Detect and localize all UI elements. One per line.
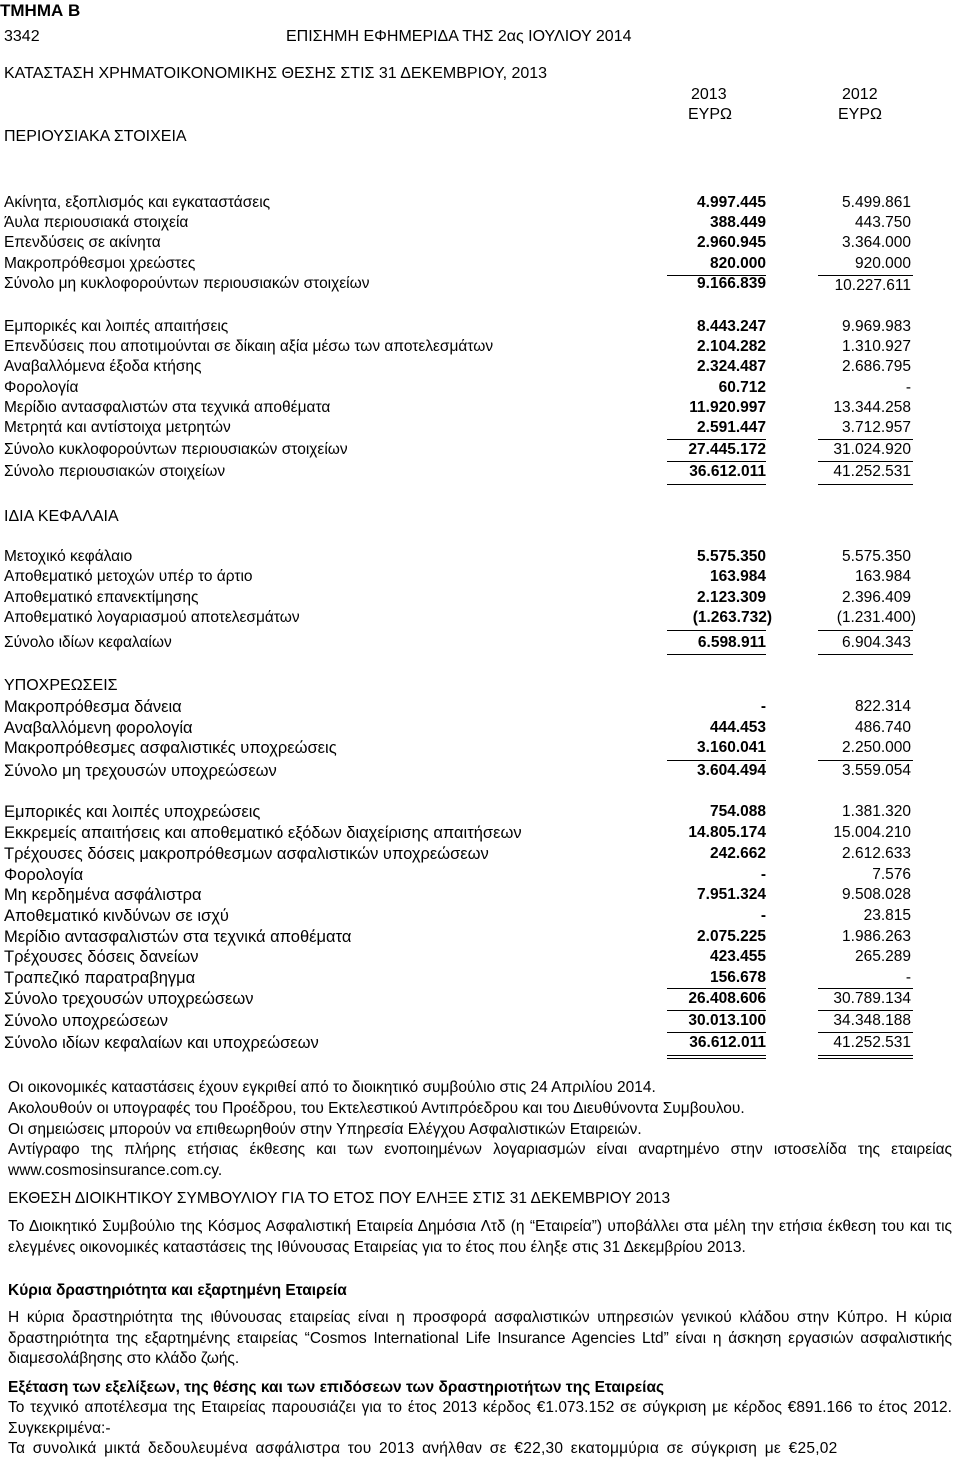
note-website: Αντίγραφο της πλήρης ετήσιας έκθεσης και των ενοποιημένων λογαριασμών είναι αναρτημένο στην ιστοσελίδα της εταιρείας www.cosmosinsurance.com.cy. [8, 1141, 952, 1179]
value-2012: 9.969.983 [842, 318, 911, 335]
row-label: Εμπορικές και λοιπές απαιτήσεις [4, 318, 229, 335]
value-2013: 820.000 [709, 255, 766, 272]
value-2012: 41.252.531 [833, 1034, 911, 1051]
row-label: Τραπεζικό παρατραβηγμα [4, 969, 196, 987]
table-row [0, 399, 960, 420]
note-signatures: Ακολουθούν οι υπογραφές του Προέδρου, του Εκτελεστικού Αντιπρόεδρου και του Διευθύνοντα Συμβουλου. [8, 1100, 745, 1117]
note-approval: Οι οικονομικές καταστάσεις έχουν εγκριθεί από το διοικητικό συμβούλιο στις 24 Απριλίου 2014. [8, 1079, 656, 1096]
value-2012: 1.310.927 [842, 338, 911, 355]
value-2013: 36.612.011 [689, 1034, 766, 1051]
value-2013: 2.324.487 [697, 358, 766, 375]
value-2012: 1.986.263 [842, 928, 911, 945]
subtotal-rule [818, 1010, 913, 1011]
value-2012: 163.984 [854, 568, 911, 585]
year-2013: 2013 [691, 86, 727, 103]
value-2013: 156.678 [709, 969, 766, 986]
table-row [0, 886, 960, 907]
value-2013: 754.088 [709, 803, 766, 820]
subtotal-rule [818, 439, 913, 440]
activity-text: Η κύρια δραστηριότητα της ιθύνουσας εταιρείας είναι η προσφορά ασφαλιστικών υπηρεσιών γενικού κλάδου στην Κύπρο. Η κύρια δραστηριότητα της εξαρτημένης εταιρείας “Cosmos International Life Insurance Agencies Ltd” είναι η άσκηση εργασιών ασφαλιστικής διαμεσολάβησης στο κλάδο ζωής. [8, 1309, 952, 1367]
row-label: Σύνολο κυκλοφορούντων περιουσιακών στοιχείων [4, 441, 348, 458]
value-2012: (1.231.400) [836, 609, 916, 626]
value-2012: 5.575.350 [842, 548, 911, 565]
value-2012: 15.004.210 [833, 824, 911, 841]
section-label: ΤΜΗΜΑ Β [0, 1, 81, 20]
total-rule [818, 1058, 913, 1059]
value-2013: - [760, 866, 766, 883]
subtotal-rule [818, 461, 913, 462]
value-2013: 3.160.041 [697, 739, 766, 756]
subtotal-rule [818, 760, 913, 761]
value-2013: 388.449 [709, 214, 766, 231]
table-row [0, 762, 960, 783]
value-2012: 2.686.795 [842, 358, 911, 375]
table-row [0, 698, 960, 719]
value-2013: 444.453 [709, 719, 766, 736]
row-label: Μερίδιο αντασφαλιστών στα τεχνικά αποθέματα [4, 399, 331, 416]
total-rule [667, 1055, 766, 1056]
value-2012: 41.252.531 [833, 463, 911, 480]
value-2012: 920.000 [854, 255, 911, 272]
row-label: Σύνολο υποχρεώσεων [4, 1012, 168, 1030]
table-row [0, 719, 960, 740]
subtotal-rule [667, 760, 766, 761]
row-label: Μακροπρόθεσμες ασφαλιστικές υποχρεώσεις [4, 739, 337, 757]
table-row [0, 589, 960, 610]
table-row [0, 255, 960, 276]
value-2013: 2.123.309 [697, 589, 766, 606]
subtotal-rule [667, 1010, 766, 1011]
row-label: Αποθεματικό μετοχών υπέρ το άρτιο [4, 568, 253, 585]
value-2013: 8.443.247 [697, 318, 766, 335]
value-2013: 4.997.445 [697, 194, 766, 211]
assets-heading: ΠΕΡΙΟΥΣΙΑΚΑ ΣΤΟΙΧΕΙΑ [4, 128, 187, 145]
row-label: Μακροπρόθεσμοι χρεώστες [4, 255, 196, 272]
row-label: Ακίνητα, εξοπλισμός και εγκαταστάσεις [4, 194, 271, 211]
table-row [0, 463, 960, 484]
row-label: Σύνολο ιδίων κεφαλαίων [4, 634, 172, 651]
row-label: Εμπορικές και λοιπές υποχρεώσεις [4, 803, 261, 821]
table-row [0, 803, 960, 824]
year-2012: 2012 [842, 86, 878, 103]
row-label: Αναβαλλόμενη φορολογία [4, 719, 193, 737]
total-rule [818, 654, 913, 655]
value-2013: 6.598.911 [697, 634, 766, 651]
value-2013: 9.166.839 [697, 275, 766, 292]
value-2012: 23.815 [863, 907, 911, 924]
value-2013: 30.013.100 [688, 1012, 766, 1029]
value-2012: 3.559.054 [842, 762, 911, 779]
row-label: Σύνολο τρεχουσών υποχρεώσεων [4, 990, 254, 1008]
activity-heading: Κύρια δραστηριότητα και εξαρτημένη Εταιρεία [8, 1282, 347, 1299]
page-number: 3342 [4, 28, 40, 45]
liabilities-heading: ΥΠΟΧΡΕΩΣΕΙΣ [4, 677, 118, 694]
value-2012: 9.508.028 [842, 886, 911, 903]
value-2012: 2.396.409 [842, 589, 911, 606]
value-2013: (1.263.732) [692, 609, 772, 626]
currency-2012: ΕΥΡΩ [838, 106, 882, 123]
subtotal-rule [667, 988, 766, 989]
table-row [0, 441, 960, 462]
subtotal-rule [818, 630, 913, 631]
row-label: Αποθεματικό επανεκτίμησης [4, 589, 199, 606]
table-row [0, 419, 960, 440]
row-label: Σύνολο μη κυκλοφορούντων περιουσιακών στοιχείων [4, 275, 370, 292]
table-row [0, 338, 960, 359]
value-2013: - [760, 907, 766, 924]
value-2012: 2.612.633 [842, 845, 911, 862]
value-2013: 2.104.282 [697, 338, 766, 355]
table-row [0, 358, 960, 379]
row-label: Σύνολο ιδίων κεφαλαίων και υποχρεώσεων [4, 1034, 319, 1052]
table-row [0, 1012, 960, 1033]
value-2012: 2.250.000 [842, 739, 911, 756]
value-2012: - [905, 969, 911, 986]
value-2013: 60.712 [718, 379, 766, 396]
value-2012: 30.789.134 [833, 990, 911, 1007]
table-row [0, 634, 960, 655]
value-2013: 2.591.447 [697, 419, 766, 436]
table-row [0, 379, 960, 400]
report-intro: Το Διοικητικό Συμβούλιο της Κόσμος Ασφαλιστική Εταιρεία Δημόσια Λτδ (η “Εταιρεία”) υποβάλλει στα μέλη την ετήσια έκθεση του και τις ελεγμένες οικονομικές καταστάσεις της Ιθύνουσας Εταιρείας για το έτος που έληξε στις 31 Δεκεμβρίου 2013. [8, 1218, 952, 1256]
value-2013: 14.805.174 [688, 824, 766, 841]
review-heading: Εξέταση των εξελίξεων, της θέσης και των επιδόσεων των δραστηριοτήτων της Εταιρείας [8, 1379, 665, 1396]
row-label: Αποθεματικό λογαριασμού αποτελεσμάτων [4, 609, 300, 626]
value-2013: 11.920.997 [689, 399, 766, 416]
subtotal-rule [667, 439, 766, 440]
subtotal-rule [667, 1032, 766, 1033]
row-label: Μετοχικό κεφάλαιο [4, 548, 133, 565]
review-text: Το τεχνικό αποτέλεσμα της Εταιρείας παρουσιάζει για το έτος 2013 κέρδος €1.073.152 σε σύγκριση με κέρδος €891.166 το έτος 2012. Συγκεκριμένα:- [8, 1399, 952, 1437]
currency-2013: ΕΥΡΩ [688, 106, 732, 123]
subtotal-rule [667, 461, 766, 462]
equity-heading: ΙΔΙΑ ΚΕΦΑΛΑΙΑ [4, 508, 119, 525]
value-2013: 163.984 [709, 568, 766, 585]
row-label: Εκκρεμείς απαιτήσεις και αποθεματικό εξόδων διαχείρισης απαιτήσεων [4, 824, 522, 842]
value-2012: 1.381.320 [842, 803, 911, 820]
value-2012: 822.314 [854, 698, 911, 715]
table-row [0, 214, 960, 235]
row-label: Μερίδιο αντασφαλιστών στα τεχνικά αποθέματα [4, 928, 352, 946]
value-2012: 265.289 [854, 948, 911, 965]
row-label: Επενδύσεις που αποτιμούνται σε δίκαιη αξία μέσω των αποτελεσμάτων [4, 338, 494, 355]
subtotal-rule [818, 988, 913, 989]
value-2012: 34.348.188 [833, 1012, 911, 1029]
total-rule [818, 1055, 913, 1056]
row-label: Σύνολο περιουσιακών στοιχείων [4, 463, 226, 480]
gazette-title: ΕΠΙΣΗΜΗ ΕΦΗΜΕΡΙΔΑ ΤΗΣ 2ας ΙΟΥΛΙΟΥ 2014 [286, 28, 632, 45]
value-2013: 242.662 [709, 845, 766, 862]
value-2012: - [905, 379, 911, 396]
value-2013: 36.612.011 [689, 463, 766, 480]
row-label: Σύνολο μη τρεχουσών υποχρεώσεων [4, 762, 277, 780]
table-row [0, 990, 960, 1011]
value-2012: 10.227.611 [834, 277, 911, 294]
table-row [0, 234, 960, 255]
total-rule [667, 484, 766, 485]
row-label: Μακροπρόθεσμα δάνεια [4, 698, 182, 716]
row-label: Επενδύσεις σε ακίνητα [4, 234, 161, 251]
subtotal-rule [667, 630, 766, 631]
row-label: Αναβαλλόμενα έξοδα κτήσης [4, 358, 202, 375]
value-2013: - [760, 698, 766, 715]
report-title: ΕΚΘΕΣΗ ΔΙΟΙΚΗΤΙΚΟΥ ΣΥΜΒΟΥΛΙΟΥ ΓΙΑ ΤΟ ΕΤΟΣ ΠΟΥ ΕΛΗΞΕ ΣΤΙΣ 31 ΔΕΚΕΜΒΡΙΟΥ 2013 [8, 1190, 671, 1207]
statement-title: ΚΑΤΑΣΤΑΣΗ ΧΡΗΜΑΤΟΙΚΟΝΟΜΙΚΗΣ ΘΕΣΗΣ ΣΤΙΣ 31 ΔΕΚΕΜΒΡΙΟΥ, 2013 [4, 65, 548, 82]
table-row [0, 739, 960, 760]
row-label: Τρέχουσες δόσεις μακροπρόθεσμων ασφαλιστικών υποχρεώσεων [4, 845, 489, 863]
value-2012: 13.344.258 [833, 399, 911, 416]
row-label: Φορολογία [4, 866, 84, 884]
row-label: Φορολογία [4, 379, 79, 396]
table-row [0, 609, 960, 630]
table-row [0, 845, 960, 866]
value-2012: 486.740 [854, 719, 911, 736]
table-row [0, 969, 960, 990]
table-row [0, 928, 960, 949]
table-row [0, 824, 960, 845]
value-2012: 3.712.957 [842, 419, 911, 436]
table-row [0, 1034, 960, 1055]
total-rule [667, 654, 766, 655]
value-2013: 3.604.494 [697, 762, 766, 779]
row-label: Άυλα περιουσιακά στοιχεία [4, 214, 189, 231]
value-2012: 5.499.861 [842, 194, 911, 211]
value-2013: 2.960.945 [697, 234, 766, 251]
table-row [0, 568, 960, 589]
review-text-continued: Τα συνολικά μικτά δεδουλευμένα ασφάλιστρα του 2013 ανήλθαν σε €22,30 εκατομμύρια σε σύγκριση με €25,02 [8, 1440, 838, 1457]
value-2012: 443.750 [854, 214, 911, 231]
value-2013: 2.075.225 [697, 928, 766, 945]
row-label: Αποθεματικό κινδύνων σε ισχύ [4, 907, 229, 925]
table-row [0, 548, 960, 569]
value-2012: 31.024.920 [833, 441, 911, 458]
row-label: Τρέχουσες δόσεις δανείων [4, 948, 199, 966]
value-2013: 27.445.172 [688, 441, 766, 458]
table-row [0, 275, 960, 296]
table-row [0, 318, 960, 339]
row-label: Μετρητά και αντίστοιχα μετρητών [4, 419, 231, 436]
total-rule [667, 1058, 766, 1059]
value-2012: 6.904.343 [842, 634, 911, 651]
value-2012: 7.576 [872, 866, 911, 883]
value-2013: 423.455 [709, 948, 766, 965]
table-row [0, 194, 960, 215]
total-rule [818, 484, 913, 485]
value-2013: 5.575.350 [697, 548, 766, 565]
table-row [0, 866, 960, 887]
note-inspection: Οι σημειώσεις μπορούν να επιθεωρηθούν στην Υπηρεσία Ελέγχου Ασφαλιστικών Εταιρειών. [8, 1121, 642, 1138]
subtotal-rule [818, 1032, 913, 1033]
table-row [0, 907, 960, 928]
value-2013: 26.408.606 [688, 990, 766, 1007]
value-2012: 3.364.000 [842, 234, 911, 251]
row-label: Μη κερδημένα ασφάλιστρα [4, 886, 202, 904]
value-2013: 7.951.324 [697, 886, 766, 903]
table-row [0, 948, 960, 969]
